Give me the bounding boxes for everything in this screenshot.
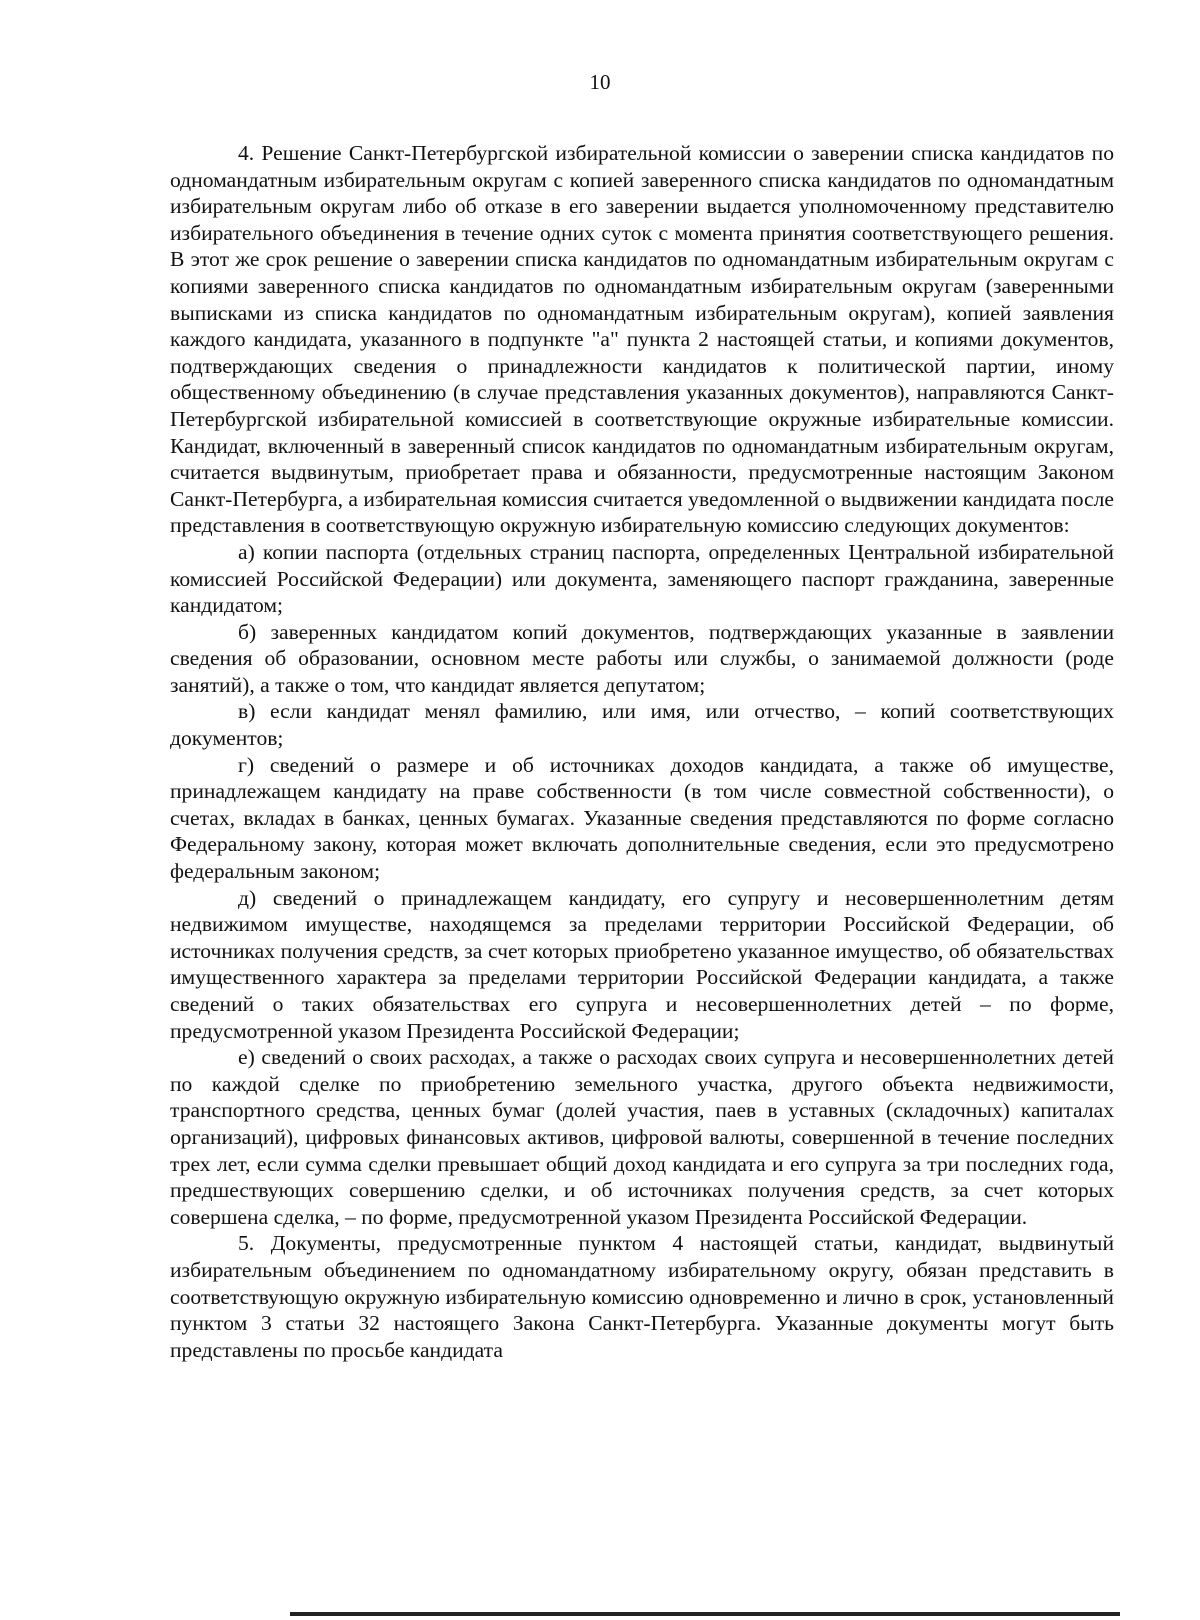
subitem-g: г) сведений о размере и об источниках доходов кандидата, а также об имуществе, принадлежащем кандидату на праве собственности (в том числе совместной собственности), о счетах, вкладах в банках, ценных бумагах. Указанные сведения представляются по форме согласно Федеральному закону, которая может включать дополнительные сведения, если это предусмотрено федеральным законом; (170, 752, 1114, 884)
page-number: 10 (589, 70, 611, 94)
document-body (170, 140, 1114, 1363)
paragraph-item-5: 5. Документы, предусмотренные пунктом 4 настоящей статьи, кандидат, выдвинутый избирательным объединением по одномандатному избирательному округу, обязан представить в соответствующую окружную избирательную комиссию одновременно и лично в срок, установленный пунктом 3 статьи 32 настоящего Закона Санкт-Петербурга. Указанные документы могут быть представлены по просьбе кандидата (170, 1231, 1114, 1362)
subitem-v: в) если кандидат менял фамилию, или имя, или отчество, – копий соответствующих документов; (170, 699, 1114, 751)
paragraph-item-4: 4. Решение Санкт-Петербургской избирательной комиссии о заверении списка кандидатов по одномандатным избирательным округам с копией заверенного списка кандидатов по одномандатным избирательным округам либо об отказе в его заверении выдается уполномоченному представителю избирательного объединения в течение одних суток с момента принятия соответствующего решения. В этот же срок решение о заверении списка кандидатов по одномандатным избирательным округам с копиями заверенного списка кандидатов по одномандатным избирательным округам (заверенными выписками из списка кандидатов по одномандатным избирательным округам), копией заявления каждого кандидата, указанного в подпункте "а" пункта 2 настоящей статьи, и копиями документов, подтверждающих сведения о принадлежности кандидатов к политической партии, иному общественному объединению (в случае представления указанных документов), направляются Санкт-Петербургской избирательной комиссией в соответствующие окружные избирательные комиссии. Кандидат, включенный в заверенный список кандидатов по одномандатным избирательным округам, считается выдвинутым, приобретает права и обязанности, предусмотренные настоящим Законом Санкт-Петербурга, а избирательная комиссия считается уведомленной о выдвижении кандидата после представления в соответствующую окружную избирательную комиссию следующих документов: (170, 141, 1114, 538)
subitem-d: д) сведений о принадлежащем кандидату, его супругу и несовершеннолетним детям недвижимом имуществе, находящемся за пределами территории Российской Федерации, об источниках получения средств, за счет которых приобретено указанное имущество, об обязательствах имущественного характера за пределами территории Российской Федерации кандидата, а также сведений о таких обязательствах его супруга и несовершеннолетних детей – по форме, предусмотренной указом Президента Российской Федерации; (170, 885, 1114, 1043)
scan-edge-line (290, 1612, 1120, 1616)
subitem-a: а) копии паспорта (отдельных страниц паспорта, определенных Центральной избирательной комиссией Российской Федерации) или документа, заменяющего паспорт гражданина, заверенные кандидатом; (170, 539, 1114, 618)
subitem-b: б) заверенных кандидатом копий документов, подтверждающих указанные в заявлении сведения об образовании, основном месте работы или службы, о занимаемой должности (роде занятий), а также о том, что кандидат является депутатом; (170, 619, 1114, 697)
subitem-e: е) сведений о своих расходах, а также о расходах своих супруга и несовершеннолетних детей по каждой сделке по приобретению земельного участка, другого объекта недвижимости, транспортного средства, ценных бумаг (долей участия, паев в уставных (складочных) капиталах организаций), цифровых финансовых активов, цифровой валюты, совершенной в течение последних трех лет, если сумма сделки превышает общий доход кандидата и его супруга за три последних года, предшествующих совершению сделки, и об источниках получения средств, за счет которых совершена сделка, – по форме, предусмотренной указом Президента Российской Федерации. (170, 1045, 1114, 1229)
